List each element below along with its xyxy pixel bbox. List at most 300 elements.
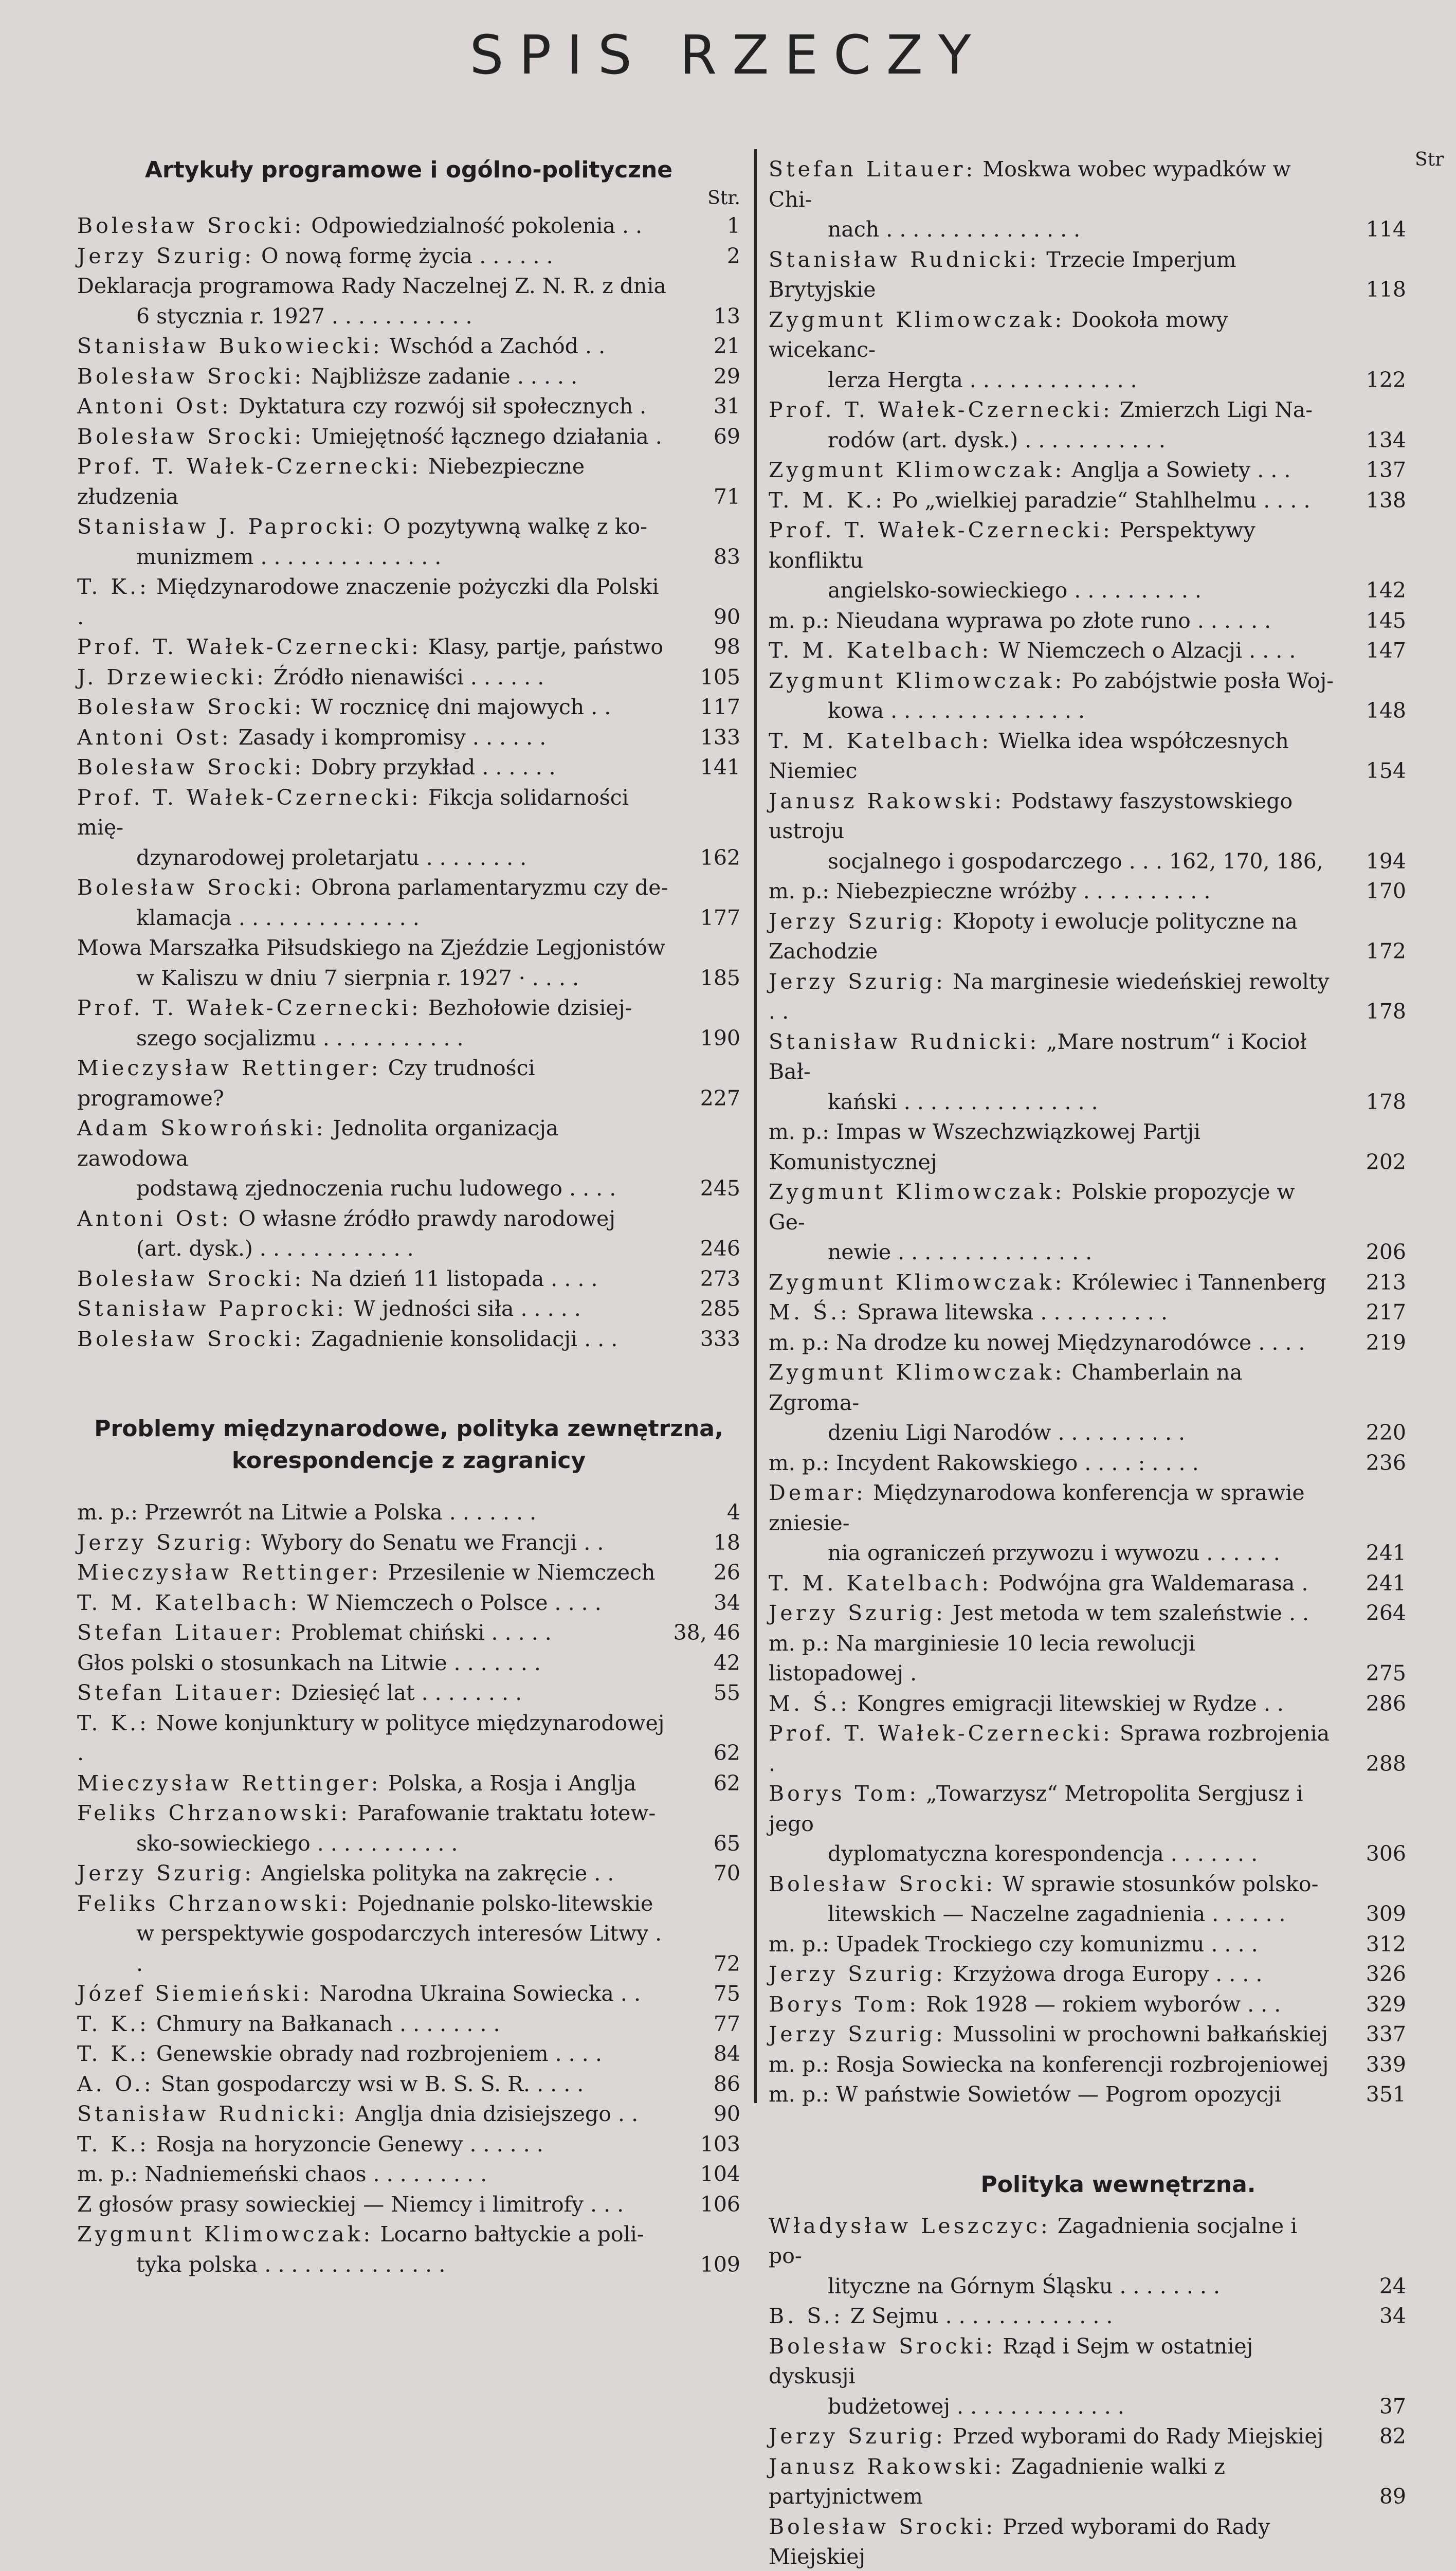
toc-entry-text [77,2189,740,2220]
section-entries [77,211,740,1354]
toc-entry-title: O nową formę życia . . . . . . [261,244,553,268]
toc-entry [769,636,1406,666]
toc-entry-title: m. p.: Niebezpieczne wróżby . . . . . . . . . . [769,879,1210,903]
toc-entry-title: „Mare nostrum“ i Kocioł Bał- [769,1029,1307,1084]
toc-entry-title: W Niemczech o Alzacji . . . . [998,638,1296,663]
toc-entry-page: 134 [1339,425,1406,456]
toc-entry-title: Przed wyborami do Rady Miejskiej [953,2424,1323,2449]
toc-entry [769,485,1406,516]
toc-entry-page: 138 [1339,485,1406,516]
toc-entry-page: 34 [674,1588,740,1618]
section-heading [77,1413,740,1477]
toc-entry-author: Adam Skowroński: [77,1116,326,1140]
toc-entry-page: 337 [1339,2019,1406,2050]
toc-entry-continuation: dzeniu Ligi Narodów . . . . . . . . . . [769,1418,1337,1448]
toc-entry-author: Jerzy Szurig: [77,244,254,268]
toc-entry-continuation: dzynarodowej proletarjatu . . . . . . . . [77,843,671,873]
toc-entry-title: Rok 1928 — rokiem wyborów . . . [926,1992,1281,2017]
toc-entry-title: Mussolini w prochowni bałkańskiej [953,2022,1328,2047]
toc-entry-page: 286 [1339,1689,1406,1719]
toc-entry-title: Głos polski o stosunkach na Litwie . . . . . . . [77,1651,541,1675]
toc-entry-text [769,1027,1406,1117]
toc-entry-title: Anglja a Sowiety . . . [1071,458,1290,482]
toc-entry-page: 109 [674,2250,740,2280]
toc-entry-title: „Towarzysz“ Metropolita Sergjusz i jego [769,1781,1303,1836]
toc-entry-continuation: lityczne na Górnym Śląsku . . . . . . . . [769,2271,1337,2302]
toc-entry-page: 333 [674,1324,740,1354]
toc-entry [769,455,1406,485]
toc-entry [77,1588,740,1618]
toc-entry [77,2099,740,2129]
toc-entry-page: 90 [674,602,740,632]
toc-entry-title: W jedności siła . . . . . [354,1296,581,1321]
toc-entry-page: 89 [1339,2482,1406,2512]
toc-entry-continuation: kański . . . . . . . . . . . . . . . [769,1087,1337,1117]
toc-entry [769,395,1406,455]
toc-entry-text [769,1568,1406,1599]
toc-entry [77,391,740,422]
toc-entry-author: T. K.: [77,2012,150,2036]
toc-entry [77,1558,740,1588]
toc-entry [77,1798,740,1858]
toc-entry-text [77,1648,740,1678]
toc-entry-text [769,1478,1406,1568]
toc-entry-text [77,1204,740,1264]
toc-entry [769,2211,1406,2302]
toc-entry-page: 236 [1339,1448,1406,1478]
toc-entry [77,2129,740,2160]
toc-entry-continuation: podstawą zjednoczenia ruchu ludowego . . . . [77,1173,671,1204]
toc-entry-text [77,1708,740,1768]
toc-entry-text [769,2211,1406,2302]
toc-entry-text [77,2129,740,2160]
toc-entry-text [77,1889,740,1979]
toc-entry-page: 90 [674,2099,740,2129]
toc-entry-author: Bolesław Srocki: [77,875,304,900]
toc-entry-title: Fikcja solidarności mię- [77,785,629,840]
toc-entry [769,666,1406,726]
toc-entry-text [77,391,740,422]
toc-entry-text [77,211,740,241]
toc-entry [769,967,1406,1027]
toc-entry-author: T. M. Katelbach: [769,1571,992,1596]
toc-entry-author: T. M. Katelbach: [769,638,992,663]
toc-entry-text [77,1324,740,1354]
toc-entry-title: Problemat chiński . . . . . [291,1620,552,1645]
toc-entry [77,2009,740,2039]
toc-entry-text [77,783,740,873]
toc-entry-text [77,241,740,271]
toc-entry-author: Stefan Litauer: [769,157,976,182]
toc-entry-text [769,1448,1406,1478]
toc-entry-title: Dziesięć lat . . . . . . . . [291,1680,522,1705]
toc-entry [77,1678,740,1708]
toc-entry-author: Feliks Chrzanowski: [77,1801,351,1825]
toc-entry-title: Niebezpieczne złudzenia [77,454,585,509]
toc-entry [77,241,740,271]
toc-entry-text [769,2512,1406,2571]
toc-entry-title: Przesilenie w Niemczech [388,1560,656,1585]
toc-entry-text [77,1798,740,1858]
toc-entry-page: 141 [674,752,740,783]
toc-entry-author: Prof. T. Wałek-Czernecki: [77,995,422,1020]
toc-entry-title: Międzynarodowe znaczenie pożyczki dla Polski . [77,574,659,629]
toc-entry-text [769,1297,1406,1328]
toc-entry [769,2079,1406,2110]
toc-entry [769,1568,1406,1599]
toc-entry-author: Jerzy Szurig: [769,909,946,934]
toc-entry-page: 103 [674,2129,740,2160]
toc-entry-title: Kłopoty i ewolucje polityczne na Zachodzie [769,909,1298,964]
toc-entry-text [77,2099,740,2129]
toc-entry-text [769,2421,1406,2452]
toc-entry-author: Zygmunt Klimowczak: [769,668,1065,693]
toc-entry-text [769,1989,1406,2020]
toc-entry-page: 24 [1339,2271,1406,2302]
toc-entry-continuation: sko-sowieckiego . . . . . . . . . . . [77,1828,671,1859]
toc-entry-page: 312 [1339,1929,1406,1960]
toc-entry-page: 246 [674,1234,740,1264]
toc-entry-page: 106 [674,2189,740,2220]
toc-entry-page: 4 [674,1497,740,1528]
toc-entry-text [769,606,1406,636]
toc-entry-title: Dookoła mowy wicekanc- [769,307,1228,363]
page-title: SPIS RZECZY [0,24,1456,86]
toc-entry [769,2331,1406,2422]
toc-entry-title: O pozytywną walkę z ko- [383,514,647,539]
toc-entry-title: Czy trudności programowe? [77,1056,535,1111]
toc-entry [77,2189,740,2220]
toc-entry-title: Moskwa wobec wypadków w Chi- [769,157,1291,212]
toc-entry-author: Jerzy Szurig: [77,1861,254,1886]
toc-entry-text [769,1959,1406,1989]
toc-entry-text [769,636,1406,666]
toc-entry-page: 75 [674,1979,740,2009]
toc-entry-title: Umiejętność łącznego działania . [311,424,662,449]
toc-entry-title: Zasady i kompromisy . . . . . . [239,725,547,750]
toc-entry-author: Stefan Litauer: [77,1680,284,1705]
toc-entry [769,2421,1406,2452]
toc-entry [77,933,740,993]
toc-entry-page: 1 [674,211,740,241]
toc-entry [769,606,1406,636]
toc-entry-title: Dobry przykład . . . . . . [311,755,555,780]
toc-entry-text [769,1689,1406,1719]
toc-entry-continuation: nach . . . . . . . . . . . . . . . [769,214,1337,245]
toc-entry-page: 219 [1339,1328,1406,1358]
toc-entry [77,1889,740,1979]
toc-entry-title: Mowa Marszałka Piłsudskiego na Zjeździe Legjonistów [77,935,665,960]
toc-entry-page: 38, 46 [571,1618,740,1648]
toc-entry [77,1768,740,1799]
toc-entry [769,1959,1406,1989]
toc-entry-author: Prof. T. Wałek-Czernecki: [77,785,422,810]
toc-entry-author: T. K.: [77,2041,150,2066]
toc-entry-page: 72 [674,1949,740,1979]
toc-entry-title: Zmierzch Ligi Na- [1120,397,1313,422]
toc-entry-title: Jest metoda w tem szaleństwie . . [953,1601,1309,1625]
toc-entry-text [77,572,740,632]
toc-entry-page: 170 [1339,876,1406,907]
toc-entry-author: Zygmunt Klimowczak: [769,458,1065,482]
toc-entry-page: 122 [1339,365,1406,395]
toc-entry-title: m. p.: Nieudana wyprawa po złote runo . . . . . . [769,608,1271,633]
toc-entry [77,1053,740,1113]
toc-entry-title: Na marginesie wiedeńskiej rewolty . . [769,969,1330,1024]
toc-entry-author: Stanisław Rudnicki: [769,247,1040,272]
toc-entry-title: m. p.: Na marginiesie 10 lecia rewolucji listopadowej . [769,1631,1195,1686]
toc-entry [769,1448,1406,1478]
toc-entry-page: 264 [1339,1598,1406,1628]
toc-entry-text [769,245,1406,305]
toc-entry-page: 162 [674,843,740,873]
toc-entry-page: 178 [1339,1087,1406,1117]
toc-entry [769,1297,1406,1328]
toc-entry-text [769,455,1406,485]
toc-entry-text [77,422,740,452]
toc-entry-title: Chamberlain na Zgroma- [769,1360,1243,1415]
toc-entry-page: 117 [674,692,740,722]
toc-entry [77,271,740,331]
toc-entry-continuation: dyplomatyczna korespondencja . . . . . . . [769,1839,1337,1869]
toc-entry-title: Źródło nienawiści . . . . . . [274,665,544,690]
toc-entry-title: Jednolita organizacja zawodowa [77,1116,558,1171]
toc-entry-title: Podwójna gra Waldemarasa . [998,1571,1308,1596]
toc-entry [77,1324,740,1354]
toc-entry-page: 83 [674,542,740,572]
toc-entry [769,1177,1406,1268]
toc-entry-title: Międzynarodowa konferencja w sprawie zniesie- [769,1480,1305,1535]
toc-entry-text [77,1264,740,1294]
toc-entry-title: Wybory do Senatu we Francji . . [261,1530,604,1555]
toc-entry-title: Kongres emigracji litewskiej w Rydze . . [857,1691,1284,1716]
toc-entry [77,512,740,572]
page-column-label: Str. [77,186,740,211]
toc-entry-text [77,1497,740,1528]
toc-entry-text [769,967,1406,1027]
section-entries [769,154,1406,2110]
toc-entry-title: Stan gospodarczy wsi w B. S. S. R. . . . . [161,2072,584,2096]
toc-entry-page: 98 [674,632,740,662]
toc-entry [769,2512,1406,2571]
toc-entry-page: 351 [1339,2079,1406,2110]
toc-entry [77,1618,740,1648]
toc-entry-author: Prof. T. Wałek-Czernecki: [769,518,1113,542]
toc-entry-title: Narodna Ukraina Sowiecka . . [319,1981,641,2006]
toc-entry-text [769,726,1406,786]
toc-entry-title: Rząd i Sejm w ostatniej dyskusji [769,2334,1253,2389]
toc-entry-title: Zagadnienie konsolidacji . . . [311,1327,617,1351]
toc-entry-author: Prof. T. Wałek-Czernecki: [769,1721,1113,1746]
toc-entry [769,726,1406,786]
toc-entry-text [769,1598,1406,1628]
toc-entry-page: 69 [674,422,740,452]
toc-entry-author: Bolesław Srocki: [77,755,304,780]
toc-entry-continuation: (art. dysk.) . . . . . . . . . . . . [77,1234,671,1264]
toc-entry [769,1478,1406,1568]
toc-entry-title: Pojednanie polsko-litewskie [357,1891,653,1916]
toc-entry [769,1779,1406,1869]
toc-entry-continuation: 6 stycznia r. 1927 . . . . . . . . . . . [77,301,671,332]
toc-entry [77,1528,740,1558]
toc-entry-title: W Niemczech o Polsce . . . . [307,1590,602,1615]
toc-entry [769,1328,1406,1358]
toc-entry-page: 326 [1339,1959,1406,1989]
toc-entry [769,2050,1406,2080]
toc-entry-author: Zygmunt Klimowczak: [769,1360,1065,1385]
toc-entry-page: 114 [1339,214,1406,245]
toc-entry [77,692,740,722]
toc-entry-page: 241 [1339,1568,1406,1599]
toc-entry-text [77,1053,740,1113]
toc-entry-title: m. p.: Przewrót na Litwie a Polska . . . . . . . [77,1500,536,1525]
toc-entry-text [769,1628,1406,1689]
toc-entry-continuation: kowa . . . . . . . . . . . . . . . [769,696,1337,726]
toc-entry-page: 275 [1339,1658,1406,1689]
toc-entry-author: Borys Tom: [769,1781,919,1806]
toc-entry-title: Angielska polityka na zakręcie . . [261,1861,614,1886]
toc-entry [77,783,740,873]
toc-entry-text [77,1113,740,1204]
toc-entry-author: J. Drzewiecki: [77,665,267,690]
toc-entry-page: 220 [1339,1418,1406,1448]
toc-entry-author: T. M. Katelbach: [77,1590,300,1615]
toc-entry-text [769,154,1406,245]
toc-entry-continuation: litewskich — Naczelne zagadnienia . . . . . . [769,1899,1337,1929]
toc-entry-text [77,933,740,993]
toc-entry-author: Bolesław Srocki: [77,1266,304,1291]
toc-entry-title: m. p.: Nadniemeński chaos . . . . . . . . . [77,2162,487,2186]
toc-entry [77,331,740,361]
toc-entry-text [769,2019,1406,2050]
toc-entry-page: 185 [674,963,740,993]
section-heading-line: Problemy międzynarodowe, polityka zewnętrzna, [77,1413,740,1445]
toc-entry-author: M. Ś.: [769,1691,850,1716]
toc-entry-author: Janusz Rakowski: [769,2454,1005,2479]
toc-entry [77,1113,740,1204]
toc-entry-continuation: szego socjalizmu . . . . . . . . . . . [77,1023,671,1054]
toc-entry [769,2452,1406,2512]
toc-entry-author: Zygmunt Klimowczak: [77,2222,373,2247]
toc-entry-author: Bolesław Srocki: [77,695,304,719]
toc-entry-title: Wielka idea współczesnych Niemiec [769,729,1289,784]
toc-entry-page: 86 [674,2069,740,2099]
toc-entry-text [769,2331,1406,2422]
toc-entry-text [77,1558,740,1588]
toc-entry-page: 145 [1339,606,1406,636]
toc-entry [77,632,740,662]
toc-entry-page: 309 [1339,1899,1406,1929]
toc-entry-text [77,1294,740,1324]
toc-entry-author: Zygmunt Klimowczak: [769,307,1065,332]
toc-entry-title: Anglja dnia dzisiejszego . . [355,2102,638,2126]
toc-entry-title: Dyktatura czy rozwój sił społecznych . [239,394,647,419]
toc-entry-page: 194 [1339,846,1406,877]
toc-entry-author: Feliks Chrzanowski: [77,1891,351,1916]
toc-entry-title: Sprawa rozbrojenia . [769,1721,1330,1776]
toc-entry-author: M. Ś.: [769,1300,850,1325]
toc-entry [77,422,740,452]
toc-entry-continuation: munizmem . . . . . . . . . . . . . . [77,542,671,572]
toc-entry [77,2159,740,2189]
toc-entry-page: 227 [674,1083,740,1114]
toc-entry-author: Stanisław Rudnicki: [77,2102,348,2126]
toc-entry-page: 104 [674,2159,740,2189]
toc-entry-text [77,632,740,662]
toc-entry-page: 62 [674,1738,740,1768]
toc-entry-continuation: rodów (art. dysk.) . . . . . . . . . . . [769,425,1337,456]
toc-entry-title: Wschód a Zachód . . [390,334,605,358]
toc-entry-title: Zagadnienie walki z partyjnictwem [769,2454,1225,2509]
toc-entry-author: Borys Tom: [769,1992,919,2017]
toc-entry-text [77,662,740,693]
toc-entry [769,786,1406,877]
toc-entry-text [77,1588,740,1618]
toc-entry [769,1929,1406,1960]
toc-entry-page: 42 [674,1648,740,1678]
toc-entry [77,1858,740,1889]
toc-entry-text [769,395,1406,455]
toc-entry-text [77,2039,740,2069]
toc-entry-author: T. M. K.: [769,488,885,513]
toc-entry-author: T. K.: [77,1711,150,1735]
toc-entry [77,873,740,933]
page-column-label: Str [1415,149,1444,170]
toc-entry-continuation: tyka polska . . . . . . . . . . . . . . [77,2250,671,2280]
toc-entry-continuation: w Kaliszu w dniu 7 sierpnia r. 1927 · . . . . [77,963,671,993]
toc-entry-page: 105 [674,662,740,693]
toc-entry-text [769,515,1406,606]
toc-entry-author: Mieczysław Rettinger: [77,1771,381,1796]
toc-entry-text [769,1779,1406,1869]
toc-entry-page: 65 [674,1828,740,1859]
toc-entry-page: 142 [1339,575,1406,606]
toc-entry [77,1979,740,2009]
toc-entry [77,1497,740,1528]
toc-entry-author: Jerzy Szurig: [769,2022,946,2047]
toc-entry-text [77,873,740,933]
toc-entry-continuation: lerza Hergta . . . . . . . . . . . . . [769,365,1337,395]
toc-entry-page: 148 [1339,696,1406,726]
right-column [769,154,1406,2571]
toc-entry [769,1869,1406,1929]
toc-entry-text [77,451,740,512]
toc-entry-page: 217 [1339,1297,1406,1328]
toc-entry-continuation: budżetowej . . . . . . . . . . . . . [769,2392,1337,2422]
toc-entry-title: Locarno bałtyckie a poli- [380,2222,644,2247]
toc-entry-text [77,512,740,572]
toc-entry-author: B. S.: [769,2304,844,2328]
toc-entry [77,1204,740,1264]
toc-entry-title: Krzyżowa droga Europy . . . . [953,1962,1262,1986]
toc-entry-page: 18 [674,1528,740,1558]
toc-entry-page: 206 [1339,1237,1406,1268]
toc-entry-title: Zagadnienia socjalne i po- [769,2214,1297,2269]
toc-entry-text [769,1357,1406,1448]
toc-entry-page: 55 [674,1678,740,1708]
toc-entry-page: 241 [1339,1538,1406,1568]
toc-entry [77,722,740,753]
toc-entry-title: m. p.: Impas w Wszechzwiązkowej Partji Komunistycznej [769,1119,1200,1174]
toc-entry-title: Klasy, partje, państwo [428,635,663,659]
toc-entry-text [769,1869,1406,1929]
toc-entry-text [769,876,1406,907]
toc-entry [77,2219,740,2279]
toc-entry-title: Chmury na Bałkanach . . . . . . . . [156,2012,500,2036]
toc-entry-author: Jerzy Szurig: [769,969,946,994]
toc-entry-text [769,485,1406,516]
toc-entry-page: 31 [674,391,740,422]
